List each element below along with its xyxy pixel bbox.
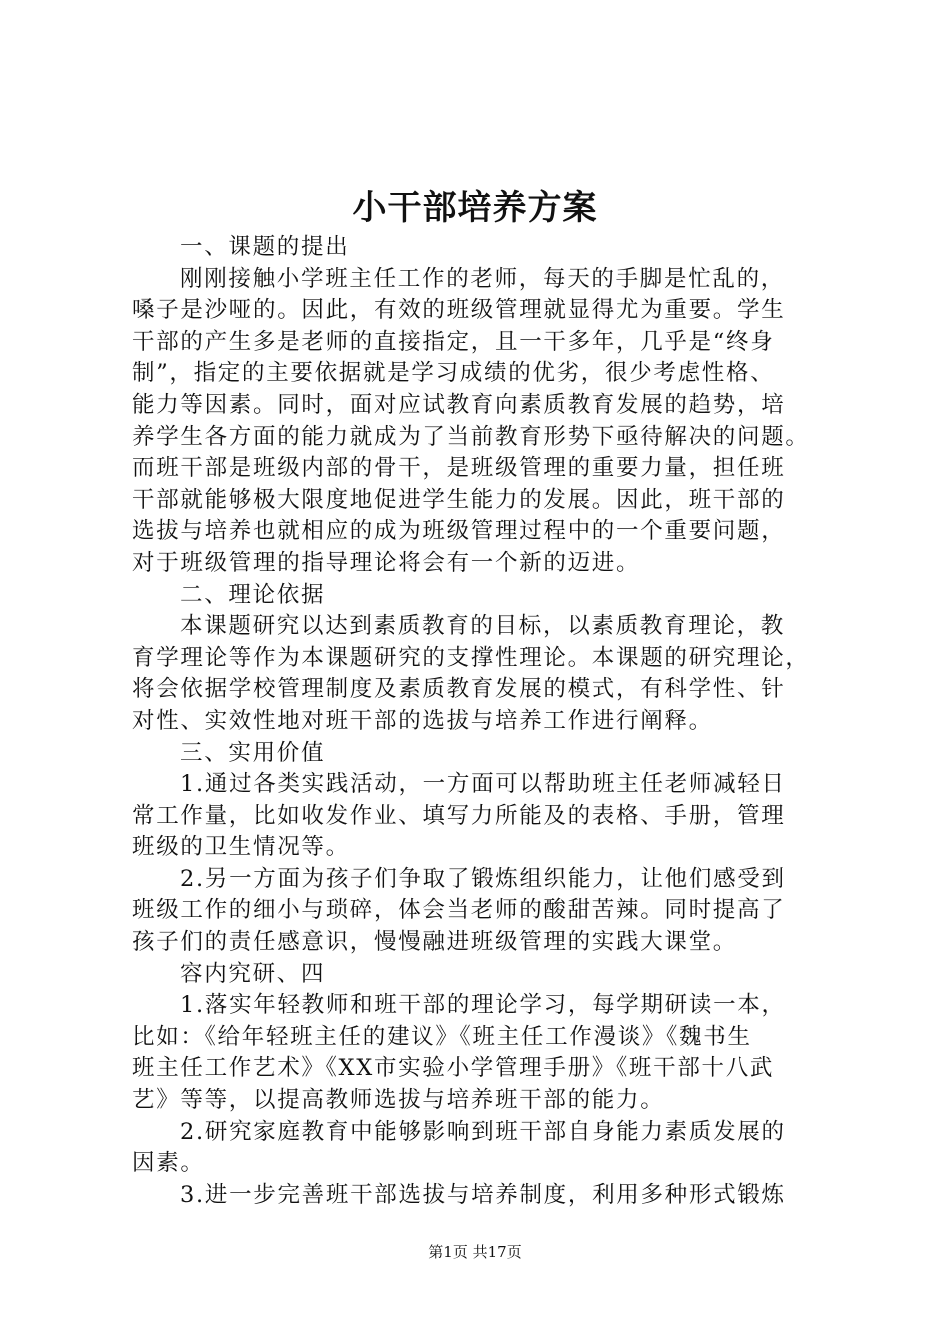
- paragraph-line: 对于班级管理的指导理论将会有一个新的迈进。: [132, 549, 641, 576]
- paragraph-line: 比如：《给年轻班主任的建议》《班主任工作漫谈》《魏书生: [132, 1023, 752, 1050]
- paragraph-line: 干部就能够极大限度地促进学生能力的发展。因此，班干部的: [132, 486, 786, 513]
- document-title: 小干部培养方案: [352, 188, 598, 228]
- paragraph-line: 制”，指定的主要依据就是学习成绩的优劣，很少考虑性格、: [132, 360, 775, 387]
- paragraph-line: 刚刚接触小学班主任工作的老师，每天的手脚是忙乱的，: [180, 265, 786, 292]
- document-body: [132, 232, 832, 1211]
- paragraph-line: 3.进一步完善班干部选拔与培养制度，利用多种形式锻炼: [180, 1181, 786, 1208]
- section-heading-3: 三、实用价值: [180, 739, 326, 766]
- paragraph-line: 孩子们的责任感意识，慢慢融进班级管理的实践大课堂。: [132, 929, 738, 956]
- paragraph-line: 因素。: [132, 1150, 205, 1177]
- paragraph-line: 将会依据学校管理制度及素质教育发展的模式，有科学性、针: [132, 676, 786, 703]
- paragraph-line: 选拔与培养也就相应的成为班级管理过程中的一个重要问题，: [132, 518, 786, 545]
- paragraph-line: 常工作量，比如收发作业、填写力所能及的表格、手册，管理: [132, 802, 786, 829]
- paragraph-line: 班级的卫生情况等。: [132, 834, 350, 861]
- paragraph-line: 育学理论等作为本课题研究的支撑性理论。本课题的研究理论，: [132, 644, 810, 671]
- paragraph-line: 本课题研究以达到素质教育的目标，以素质教育理论，教: [180, 613, 786, 640]
- paragraph-line: 班主任工作艺术》《XX市实验小学管理手册》《班干部十八武: [132, 1055, 775, 1082]
- section-heading-1: 一、课题的提出: [180, 234, 350, 260]
- paragraph-line: 1.通过各类实践活动，一方面可以帮助班主任老师减轻日: [180, 771, 786, 798]
- paragraph-line: 能力等因素。同时，面对应试教育向素质教育发展的趋势，培: [132, 391, 786, 418]
- paragraph-line: 干部的产生多是老师的直接指定，且一干多年，几乎是“终身: [132, 328, 775, 355]
- paragraph-line: 嗓子是沙哑的。因此，有效的班级管理就显得尤为重要。学生: [132, 297, 786, 324]
- page-footer: 第1页 共17页: [428, 1243, 522, 1261]
- section-heading-2: 二、理论依据: [180, 581, 326, 608]
- paragraph-line: 养学生各方面的能力就成为了当前教育形势下亟待解决的问题。: [132, 423, 810, 450]
- paragraph-line: 艺》等等，以提高教师选拔与培养班干部的能力。: [132, 1087, 665, 1114]
- paragraph-line: 班级工作的细小与琐碎，体会当老师的酸甜苦辣。同时提高了: [132, 897, 786, 924]
- paragraph-line: 2.另一方面为孩子们争取了锻炼组织能力，让他们感受到: [180, 865, 786, 892]
- paragraph-line: 而班干部是班级内部的骨干，是班级管理的重要力量，担任班: [132, 455, 786, 482]
- paragraph-line: 2.研究家庭教育中能够影响到班干部自身能力素质发展的: [180, 1118, 786, 1145]
- section-heading-4: 容内究研、四: [180, 960, 326, 987]
- paragraph-line: 1.落实年轻教师和班干部的理论学习，每学期研读一本，: [180, 992, 786, 1019]
- paragraph-line: 对性、实效性地对班干部的选拔与培养工作进行阐释。: [132, 707, 713, 734]
